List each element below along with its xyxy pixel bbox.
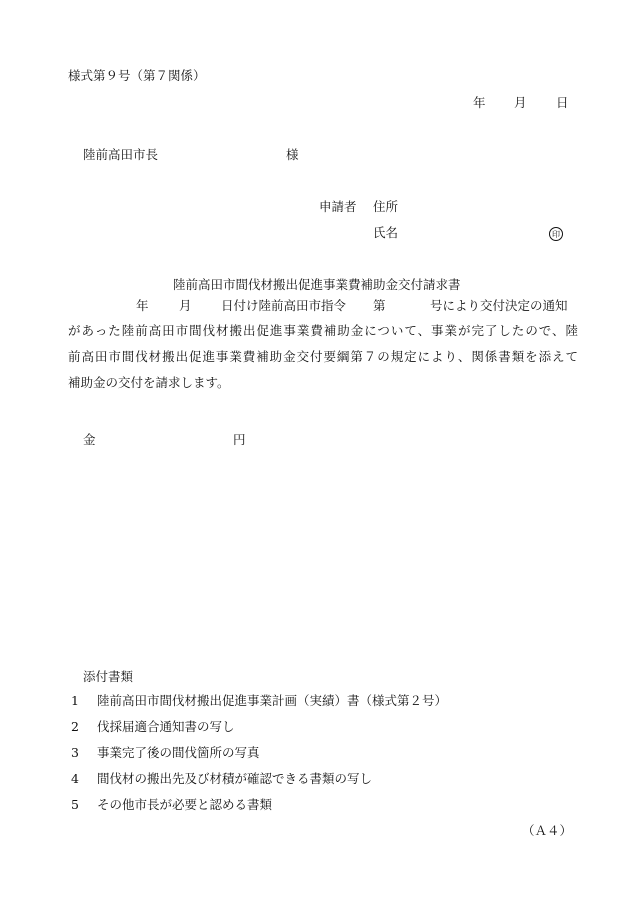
- document-title: 陸前高田市間伐材搬出促進事業費補助金交付請求書: [173, 277, 461, 292]
- attachment-num: 2: [71, 719, 79, 734]
- body-line1-month: 月: [179, 298, 192, 313]
- body-line1-number-suffix: 号により交付決定の通知: [430, 298, 568, 313]
- date-month-label: 月: [514, 95, 527, 110]
- applicant-name-label: 氏名: [373, 225, 399, 240]
- paper-size-label: （Ａ４）: [522, 823, 573, 838]
- attachment-text: 伐採届適合通知書の写し: [97, 719, 235, 734]
- body-line1-year: 年: [136, 298, 149, 313]
- attachment-text: 事業完了後の間伐箇所の写真: [97, 745, 260, 760]
- body-line4: 補助金の交付を請求します。: [68, 375, 230, 390]
- attachments-heading: 添付書類: [83, 669, 134, 684]
- body-line3: 前高田市間伐材搬出促進事業費補助金交付要綱第７の規定により、関係書類を添えて: [68, 349, 578, 364]
- date-day-label: 日: [556, 95, 569, 110]
- body-line1-number-prefix: 第: [373, 298, 386, 313]
- attachment-text: その他市長が必要と認める書類: [97, 797, 273, 812]
- attachment-text: 間伐材の搬出先及び材積が確認できる書類の写し: [97, 771, 373, 786]
- recipient-name: 陸前高田市長: [83, 147, 159, 162]
- applicant-label: 申請者: [319, 199, 357, 214]
- attachment-num: 1: [71, 693, 79, 708]
- attachment-num: 5: [71, 797, 79, 812]
- applicant-address-label: 住所: [373, 199, 399, 214]
- amount-unit: 円: [233, 432, 246, 447]
- attachment-num: 4: [71, 771, 79, 786]
- body-line2: があった陸前高田市間伐材搬出促進事業費補助金について、事業が完了したので、陸: [68, 323, 578, 338]
- recipient-honorific: 様: [286, 147, 299, 162]
- attachment-text: 陸前高田市間伐材搬出促進事業計画（実績）書（様式第２号）: [97, 693, 448, 708]
- amount-label: 金: [83, 432, 96, 447]
- date-year-label: 年: [473, 95, 486, 110]
- seal-mark: [549, 225, 563, 241]
- form-number: 様式第９号（第７関係）: [68, 68, 206, 83]
- body-line1-day: 日付け陸前高田市指令: [221, 298, 347, 313]
- seal-icon: 印: [549, 227, 563, 241]
- attachment-num: 3: [71, 745, 79, 760]
